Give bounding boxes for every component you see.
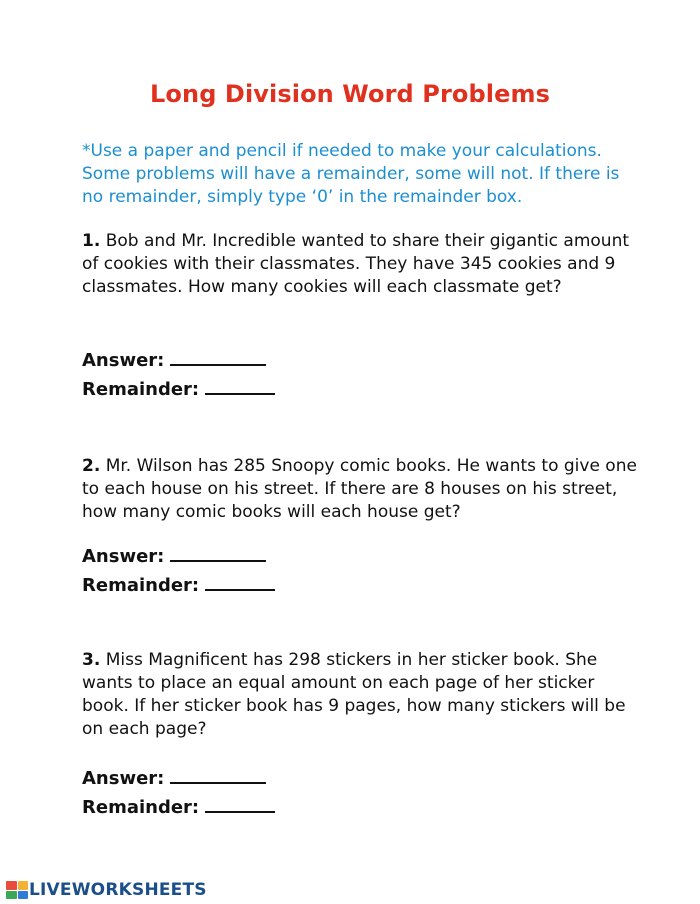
remainder-label: Remainder: [82, 379, 200, 400]
answer-label: Answer: [82, 768, 165, 789]
problem-1 [82, 230, 642, 299]
remainder-label: Remainder: [82, 797, 200, 818]
problem-number: 2. [82, 456, 101, 476]
instructions-text: *Use a paper and pencil if needed to make your calculations. Some problems will have a remainder, some will not. If there is no remainder, simply type ‘0’ in the remainder box. [82, 141, 620, 207]
page-title: Long Division Word Problems [150, 80, 550, 108]
problem-text: Bob and Mr. Incredible wanted to share their gigantic amount of cookies with their classmates. They have 345 cookies and 9 classmates. How many cookies will each classmate get? [82, 231, 630, 297]
problem-number: 1. [82, 231, 101, 251]
remainder-label: Remainder: [82, 575, 200, 596]
remainder-row-2 [82, 575, 275, 596]
problem-2 [82, 455, 642, 524]
problem-3 [82, 649, 642, 741]
answer-row-3 [82, 768, 266, 789]
liveworksheets-logo[interactable] [6, 880, 207, 900]
problem-number: 3. [82, 650, 101, 670]
answer-blank[interactable] [170, 350, 266, 366]
answer-label: Answer: [82, 350, 165, 371]
remainder-row-1 [82, 379, 275, 400]
remainder-row-3 [82, 797, 275, 818]
answer-blank[interactable] [170, 546, 266, 562]
problem-text: Mr. Wilson has 285 Snoopy comic books. He wants to give one to each house on his street. If there are 8 houses on his street, how many comic books will each house get? [82, 456, 637, 522]
answer-row-2 [82, 546, 266, 567]
answer-blank[interactable] [170, 768, 266, 784]
liveworksheets-logo-icon [6, 881, 28, 899]
answer-row-1 [82, 350, 266, 371]
logo-text: LIVEWORKSHEETS [29, 880, 207, 900]
problem-text: Miss Magnificent has 298 stickers in her sticker book. She wants to place an equal amount on each page of her sticker book. If her sticker book has 9 pages, how many stickers will be on each page? [82, 650, 626, 739]
answer-label: Answer: [82, 546, 165, 567]
remainder-blank[interactable] [205, 797, 275, 813]
remainder-blank[interactable] [205, 575, 275, 591]
remainder-blank[interactable] [205, 379, 275, 395]
